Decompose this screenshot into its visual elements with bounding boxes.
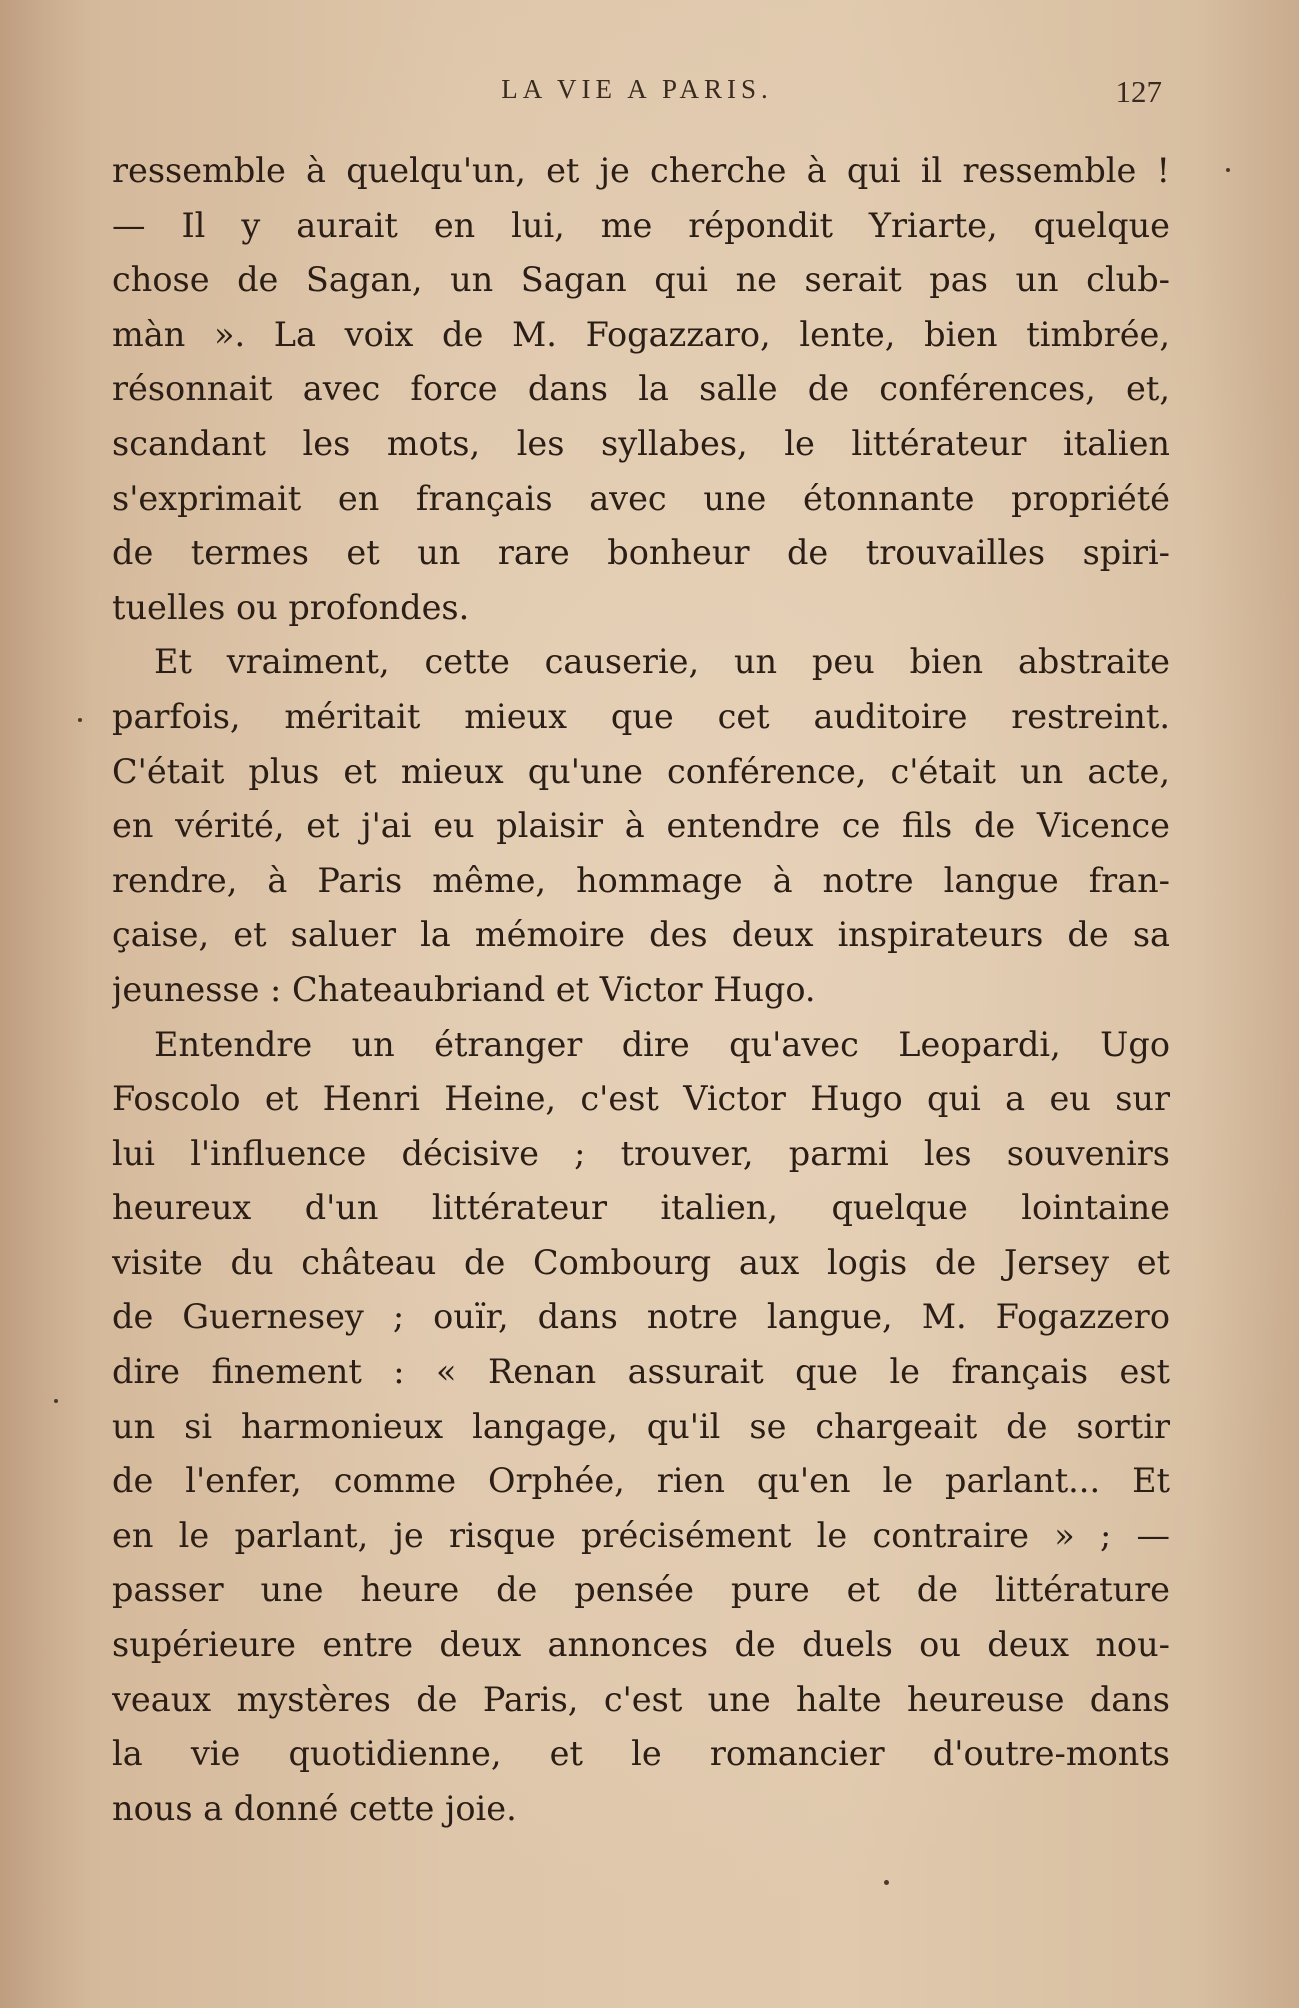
running-head — [112, 74, 1162, 114]
running-title: LA VIE A PARIS. — [501, 74, 773, 104]
text-line: çaise, et saluer la mémoire des deux inspirateurs de sa — [112, 915, 1170, 955]
text-line: ressemble à quelqu'un, et je cherche à qui il ressemble ! — [112, 151, 1170, 190]
text-line: nous a donné cette joie. — [112, 1788, 517, 1828]
text-line: scandant les mots, les syllabes, le littérateur italien — [112, 423, 1170, 463]
text-line: Foscolo et Henri Heine, c'est Victor Hugo qui a eu sur — [112, 1079, 1170, 1119]
text-line: supérieure entre deux annonces de duels ou deux nou- — [112, 1625, 1170, 1665]
text-line: C'était plus et mieux qu'une conférence, c'était un acte, — [112, 751, 1170, 791]
print-speck — [1226, 168, 1230, 172]
text-line: tuelles ou profondes. — [112, 587, 470, 627]
text-line: parfois, méritait mieux que cet auditoire restreint. — [112, 696, 1170, 736]
paragraph-first-line: Entendre un étranger dire qu'avec Leopardi, Ugo — [154, 1024, 1170, 1064]
text-line: heureux d'un littérateur italien, quelque lointaine — [112, 1188, 1170, 1228]
text-line: la vie quotidienne, et le romancier d'outre-monts — [112, 1734, 1170, 1774]
print-speck — [54, 1399, 58, 1403]
text-line: màn ». La voix de M. Fogazzaro, lente, bien timbrée, — [112, 314, 1170, 354]
text-line: chose de Sagan, un Sagan qui ne serait pas un club- — [112, 260, 1170, 300]
text-line: jeunesse : Chateaubriand et Victor Hugo. — [112, 969, 816, 1009]
text-line: s'exprimait en français avec une étonnante propriété — [112, 478, 1170, 518]
text-line: en vérité, et j'ai eu plaisir à entendre ce fils de Vicence — [112, 806, 1170, 846]
text-line: de l'enfer, comme Orphée, rien qu'en le parlant... Et — [112, 1461, 1170, 1501]
text-line: résonnait avec force dans la salle de conférences, et, — [112, 369, 1170, 409]
text-line: de Guernesey ; ouïr, dans notre langue, M. Fogazzero — [112, 1297, 1170, 1337]
text-line: rendre, à Paris même, hommage à notre langue fran- — [112, 860, 1170, 900]
text-line: un si harmonieux langage, qu'il se chargeait de sortir — [112, 1406, 1170, 1446]
text-line: dire finement : « Renan assurait que le français est — [112, 1352, 1170, 1392]
body-text — [112, 144, 1170, 1836]
page-number: 127 — [1115, 74, 1162, 109]
text-line: veaux mystères de Paris, c'est une halte heureuse dans — [112, 1679, 1170, 1719]
text-line: visite du château de Combourg aux logis de Jersey et — [112, 1242, 1170, 1282]
text-line: de termes et un rare bonheur de trouvailles spiri- — [112, 533, 1170, 573]
paragraph-first-line: Et vraiment, cette causerie, un peu bien abstraite — [154, 642, 1170, 682]
print-speck — [884, 1880, 889, 1885]
text-line: en le parlant, je risque précisément le contraire » ; — — [112, 1515, 1170, 1555]
text-line: lui l'influence décisive ; trouver, parmi les souvenirs — [112, 1133, 1170, 1173]
text-line: — Il y aurait en lui, me répondit Yriarte, quelque — [112, 205, 1170, 245]
text-line: passer une heure de pensée pure et de littérature — [112, 1570, 1170, 1610]
print-speck — [78, 718, 82, 722]
